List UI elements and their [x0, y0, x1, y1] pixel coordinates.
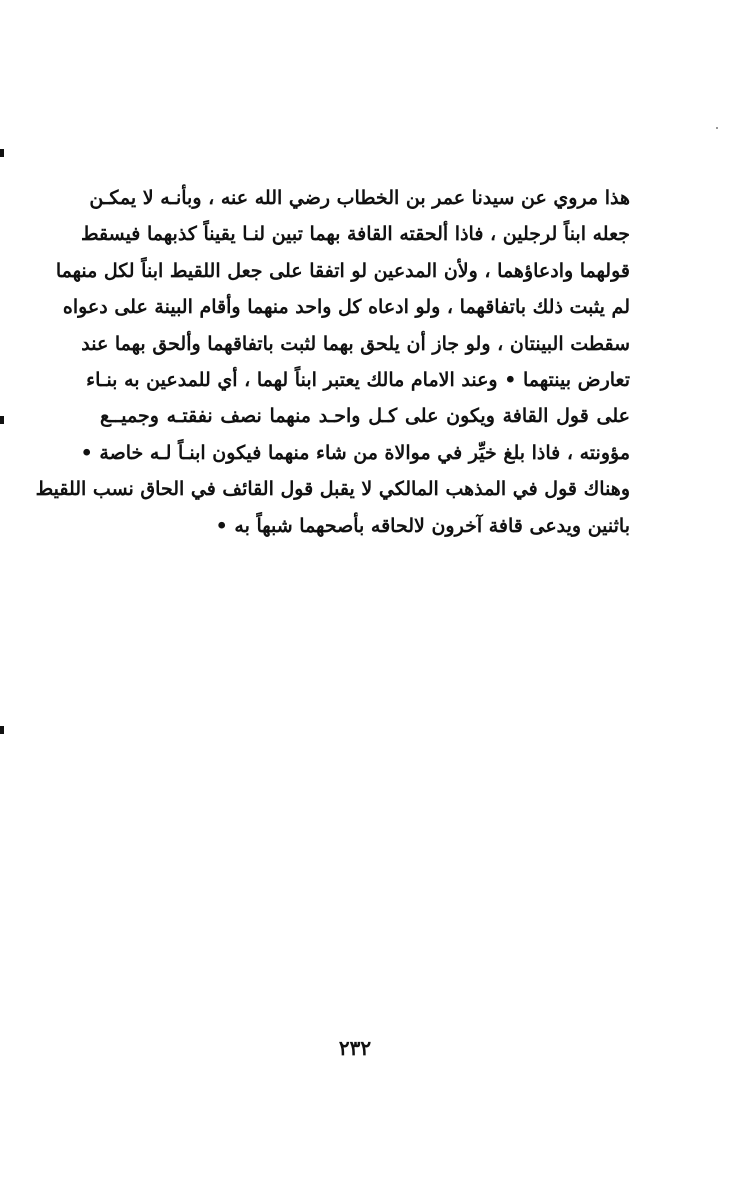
text-line-8: مؤونته ، فاذا بلغ خيِّر في موالاة من شاء منهما فيكون ابنـاً لـه خاصة • [80, 441, 630, 464]
text-line-3: قولهما وادعاؤهما ، ولأن المدعين لو اتفقا على جعل اللقيط ابناً لكل منهما [55, 259, 630, 282]
text-line-7: على قول القافة ويكون على كـل واحـد منهما نصف نفقتـه وجميــع [100, 405, 630, 428]
page-number: ٢٣٢ [338, 1036, 372, 1060]
body-paragraph [35, 180, 630, 544]
margin-mark [0, 726, 4, 734]
paper-speck [716, 127, 718, 129]
text-line-2: جعله ابناً لرجلين ، فاذا ألحقته القافة بهما تبين لنـا يقيناً كذبهما فيسقط [80, 223, 630, 246]
margin-mark [0, 416, 4, 424]
text-line-9: وهناك قول في المذهب المالكي لا يقبل قول القائف في الحاق نسب اللقيط [35, 478, 630, 501]
margin-mark [0, 149, 4, 157]
text-line-1: هذا مروي عن سيدنا عمر بن الخطاب رضي الله عنه ، وبأنـه لا يمكـن [89, 187, 630, 209]
text-line-6: تعارض بينتهما • وعند الامام مالك يعتبر ابناً لهما ، أي للمدعين به بنـاء [86, 368, 630, 391]
text-line-4: لم يثبت ذلك باتفاقهما ، ولو ادعاه كل واحد منهما وأقام البينة على دعواه [62, 296, 630, 319]
text-line-10: باثنين ويدعى قافة آخرون لالحاقه بأصحهما شبهاً به • [215, 514, 630, 537]
text-line-5: سقطت البينتان ، ولو جاز أن يلحق بهما لثبت باتفاقهما وألحق بهما عند [81, 332, 630, 355]
